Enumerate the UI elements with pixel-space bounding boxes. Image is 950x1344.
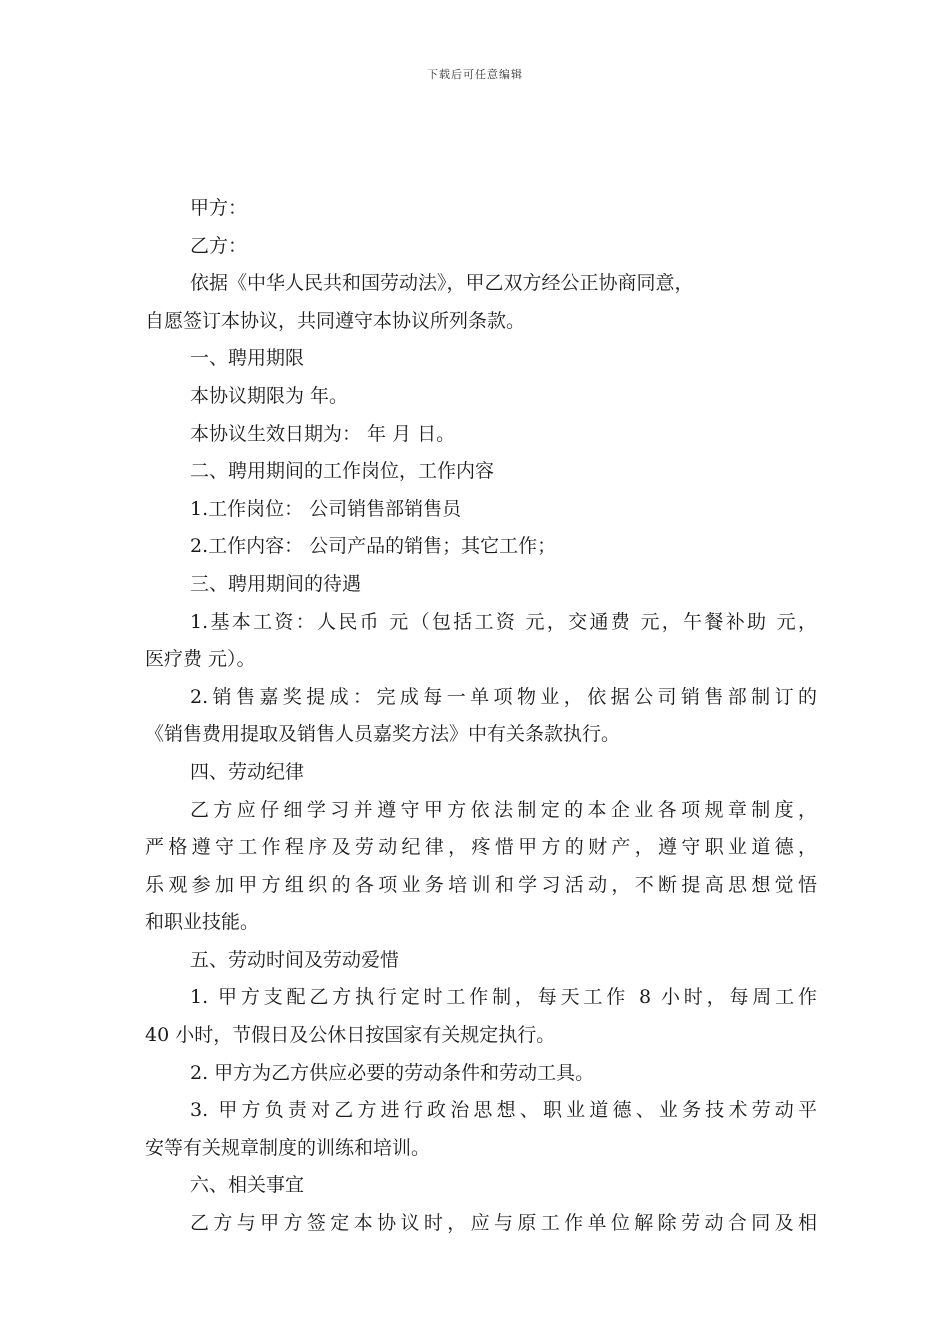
paragraph-line: 2.工作内容： 公司产品的销售；其它工作；: [190, 535, 557, 558]
paragraph-line: 本协议生效日期为： 年 月 日。: [190, 422, 456, 445]
paragraph-line: 三、聘用期间的待遇: [190, 572, 362, 595]
paragraph-line: 40 小时，节假日及公休日按国家有关规定执行。: [145, 1024, 556, 1047]
paragraph-line: 甲方：: [190, 197, 248, 219]
paragraph-line: 2.销售嘉奖提成：完成每一单项物业，依据公司销售部制订的: [190, 685, 817, 708]
paragraph-line: 一、聘用期限: [190, 347, 305, 370]
paragraph-line: 六、相关事宜: [190, 1174, 305, 1197]
paragraph-line: 严格遵守工作程序及劳动纪律，疼惜甲方的财产，遵守职业道德，: [145, 836, 817, 859]
paragraph-line: 乙方：: [190, 234, 248, 257]
paragraph-line: 安等有关规章制度的训练和培训。: [145, 1136, 431, 1159]
paragraph-line: 3. 甲方负责对乙方进行政治思想、职业道德、业务技术劳动平: [190, 1099, 817, 1122]
paragraph-line: 五、劳动时间及劳动爱惜: [190, 948, 400, 971]
document-body: [145, 190, 825, 1243]
paragraph-line: 《销售费用提取及销售人员嘉奖方法》中有关条款执行。: [145, 723, 621, 746]
paragraph-line: 四、劳动纪律: [190, 760, 305, 783]
paragraph-line: 医疗费 元）。: [145, 648, 256, 671]
paragraph-line: 1.工作岗位： 公司销售部销售员: [190, 497, 462, 520]
paragraph-line: 自愿签订本协议，共同遵守本协议所列条款。: [145, 309, 526, 332]
paragraph-line: 依据《中华人民共和国劳动法》，甲乙双方经公正协商同意，: [190, 272, 694, 295]
paragraph-line: 1.基本工资：人民币 元（包括工资 元，交通费 元，午餐补助 元，: [190, 610, 817, 633]
paragraph-line: 乙方应仔细学习并遵守甲方依法制定的本企业各项规章制度，: [190, 798, 817, 821]
paragraph-line: 和职业技能。: [145, 911, 260, 934]
header-note: 下载后可任意编辑: [427, 68, 523, 81]
paragraph-line: 乙方与甲方签定本协议时，应与原工作单位解除劳动合同及相: [190, 1212, 817, 1235]
paragraph-line: 1. 甲方支配乙方执行定时工作制，每天工作 8 小时，每周工作: [190, 986, 817, 1009]
paragraph-line: 乐观参加甲方组织的各项业务培训和学习活动，不断提高思想觉悟: [145, 873, 817, 896]
paragraph-line: 本协议期限为 年。: [190, 384, 349, 407]
paragraph-line: 二、聘用期间的工作岗位，工作内容: [190, 460, 495, 483]
paragraph-line: 2. 甲方为乙方供应必要的劳动条件和劳动工具。: [190, 1061, 595, 1084]
